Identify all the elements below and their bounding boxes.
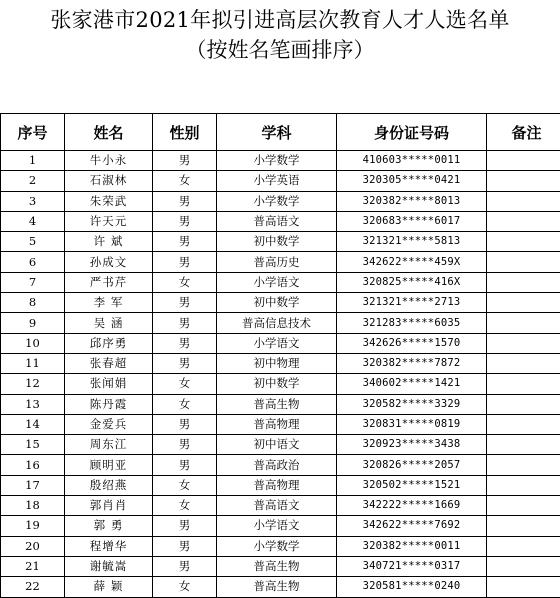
table-row (1, 171, 560, 191)
row-subject: 初中数学 (217, 374, 337, 394)
table-row (1, 374, 560, 394)
row-number: 3 (1, 191, 65, 211)
row-number: 16 (1, 455, 65, 475)
table-row (1, 455, 560, 475)
row-subject: 初中语文 (217, 435, 337, 455)
row-number: 14 (1, 414, 65, 434)
row-id-number: 320382*****0011 (337, 536, 487, 556)
row-number: 7 (1, 272, 65, 292)
row-subject: 初中物理 (217, 353, 337, 373)
table-row (1, 232, 560, 252)
row-note (487, 191, 560, 211)
row-note (487, 394, 560, 414)
row-gender: 男 (153, 313, 217, 333)
row-id-number: 320382*****8013 (337, 191, 487, 211)
header-id-number: 身份证号码 (337, 114, 487, 151)
row-id-number: 321321*****5813 (337, 232, 487, 252)
row-gender: 男 (153, 211, 217, 231)
row-number: 9 (1, 313, 65, 333)
row-name: 陈丹霞 (65, 394, 153, 414)
row-note (487, 556, 560, 576)
row-number: 1 (1, 151, 65, 171)
row-note (487, 414, 560, 434)
row-name: 李 军 (65, 293, 153, 313)
row-subject: 普高生物 (217, 577, 337, 597)
row-name: 郭 勇 (65, 516, 153, 536)
row-number: 19 (1, 516, 65, 536)
table-row (1, 211, 560, 231)
row-name: 殷绍燕 (65, 475, 153, 495)
row-gender: 女 (153, 394, 217, 414)
row-number: 6 (1, 252, 65, 272)
table-row (1, 191, 560, 211)
row-number: 18 (1, 496, 65, 516)
row-subject: 小学数学 (217, 191, 337, 211)
header-note: 备注 (487, 114, 560, 151)
row-name: 许天元 (65, 211, 153, 231)
table-header-row (1, 114, 560, 151)
row-id-number: 321321*****2713 (337, 293, 487, 313)
table-row (1, 313, 560, 333)
row-name: 张闻娟 (65, 374, 153, 394)
row-number: 21 (1, 556, 65, 576)
row-number: 5 (1, 232, 65, 252)
row-gender: 女 (153, 577, 217, 597)
row-note (487, 455, 560, 475)
row-note (487, 211, 560, 231)
row-gender: 男 (153, 435, 217, 455)
row-number: 2 (1, 171, 65, 191)
row-name: 谢毓嵩 (65, 556, 153, 576)
row-subject: 小学语文 (217, 333, 337, 353)
row-name: 孙成文 (65, 252, 153, 272)
row-note (487, 252, 560, 272)
row-name: 金爱兵 (65, 414, 153, 434)
row-note (487, 536, 560, 556)
table-row (1, 516, 560, 536)
row-number: 8 (1, 293, 65, 313)
row-note (487, 272, 560, 292)
document-subtitle: （按姓名笔画排序） (0, 36, 560, 64)
row-gender: 男 (153, 455, 217, 475)
row-subject: 普高语文 (217, 496, 337, 516)
table-row (1, 556, 560, 576)
row-name: 周东江 (65, 435, 153, 455)
candidate-table (0, 113, 560, 598)
row-subject: 普高物理 (217, 414, 337, 434)
table-row (1, 394, 560, 414)
row-gender: 女 (153, 496, 217, 516)
table-row (1, 353, 560, 373)
row-name: 朱荣武 (65, 191, 153, 211)
row-number: 13 (1, 394, 65, 414)
row-name: 薛 颖 (65, 577, 153, 597)
row-gender: 女 (153, 171, 217, 191)
row-note (487, 353, 560, 373)
row-subject: 普高生物 (217, 556, 337, 576)
row-id-number: 342222*****1669 (337, 496, 487, 516)
row-subject: 普高政治 (217, 455, 337, 475)
row-id-number: 342622*****7692 (337, 516, 487, 536)
row-number: 22 (1, 577, 65, 597)
row-note (487, 374, 560, 394)
table-row (1, 577, 560, 597)
row-note (487, 232, 560, 252)
table-row (1, 293, 560, 313)
row-subject: 普高信息技术 (217, 313, 337, 333)
row-gender: 女 (153, 374, 217, 394)
row-subject: 初中数学 (217, 232, 337, 252)
row-name: 许 斌 (65, 232, 153, 252)
row-id-number: 321283*****6035 (337, 313, 487, 333)
row-name: 严书芹 (65, 272, 153, 292)
row-id-number: 320826*****2057 (337, 455, 487, 475)
row-note (487, 313, 560, 333)
row-note (487, 333, 560, 353)
row-number: 4 (1, 211, 65, 231)
table-row (1, 151, 560, 171)
header-gender: 性别 (153, 114, 217, 151)
row-note (487, 577, 560, 597)
table-row (1, 272, 560, 292)
row-gender: 男 (153, 151, 217, 171)
header-name: 姓名 (65, 114, 153, 151)
row-gender: 女 (153, 272, 217, 292)
row-id-number: 340721*****0317 (337, 556, 487, 576)
row-id-number: 320683*****6017 (337, 211, 487, 231)
header-no: 序号 (1, 114, 65, 151)
table-row (1, 414, 560, 434)
document-title: 张家港市2021年拟引进高层次教育人才人选名单 (0, 6, 560, 34)
row-gender: 女 (153, 475, 217, 495)
row-id-number: 320825*****416X (337, 272, 487, 292)
row-subject: 小学数学 (217, 151, 337, 171)
row-gender: 男 (153, 353, 217, 373)
row-id-number: 320581*****0240 (337, 577, 487, 597)
table-row (1, 252, 560, 272)
row-id-number: 342626*****1570 (337, 333, 487, 353)
row-note (487, 516, 560, 536)
row-id-number: 410603*****0011 (337, 151, 487, 171)
row-gender: 男 (153, 516, 217, 536)
row-id-number: 320305*****0421 (337, 171, 487, 191)
row-gender: 男 (153, 536, 217, 556)
table-body (1, 151, 560, 598)
row-id-number: 320582*****3329 (337, 394, 487, 414)
row-subject: 普高语文 (217, 211, 337, 231)
row-subject: 小学语文 (217, 516, 337, 536)
row-name: 吴 涵 (65, 313, 153, 333)
row-note (487, 475, 560, 495)
header-subject: 学科 (217, 114, 337, 151)
row-note (487, 171, 560, 191)
row-subject: 普高历史 (217, 252, 337, 272)
row-name: 顾明亚 (65, 455, 153, 475)
row-number: 20 (1, 536, 65, 556)
row-name: 郭肖肖 (65, 496, 153, 516)
row-subject: 普高生物 (217, 394, 337, 414)
row-note (487, 496, 560, 516)
row-id-number: 342622*****459X (337, 252, 487, 272)
row-name: 邱序勇 (65, 333, 153, 353)
row-gender: 男 (153, 191, 217, 211)
row-note (487, 151, 560, 171)
row-id-number: 340602*****1421 (337, 374, 487, 394)
row-number: 12 (1, 374, 65, 394)
row-gender: 男 (153, 556, 217, 576)
row-note (487, 293, 560, 313)
row-number: 15 (1, 435, 65, 455)
row-number: 11 (1, 353, 65, 373)
row-subject: 小学语文 (217, 272, 337, 292)
row-subject: 普高物理 (217, 475, 337, 495)
row-gender: 男 (153, 414, 217, 434)
table-row (1, 333, 560, 353)
row-name: 石淑林 (65, 171, 153, 191)
row-name: 牛小永 (65, 151, 153, 171)
row-number: 10 (1, 333, 65, 353)
row-gender: 男 (153, 232, 217, 252)
table-row (1, 536, 560, 556)
table-row (1, 496, 560, 516)
row-gender: 男 (153, 293, 217, 313)
row-id-number: 320831*****0819 (337, 414, 487, 434)
table-row (1, 475, 560, 495)
row-subject: 小学英语 (217, 171, 337, 191)
row-id-number: 320382*****7872 (337, 353, 487, 373)
row-note (487, 435, 560, 455)
row-id-number: 320923*****3438 (337, 435, 487, 455)
row-name: 程增华 (65, 536, 153, 556)
row-number: 17 (1, 475, 65, 495)
row-subject: 初中数学 (217, 293, 337, 313)
row-gender: 男 (153, 333, 217, 353)
row-gender: 男 (153, 252, 217, 272)
row-id-number: 320502*****1521 (337, 475, 487, 495)
row-name: 张春超 (65, 353, 153, 373)
row-subject: 小学数学 (217, 536, 337, 556)
table-row (1, 435, 560, 455)
